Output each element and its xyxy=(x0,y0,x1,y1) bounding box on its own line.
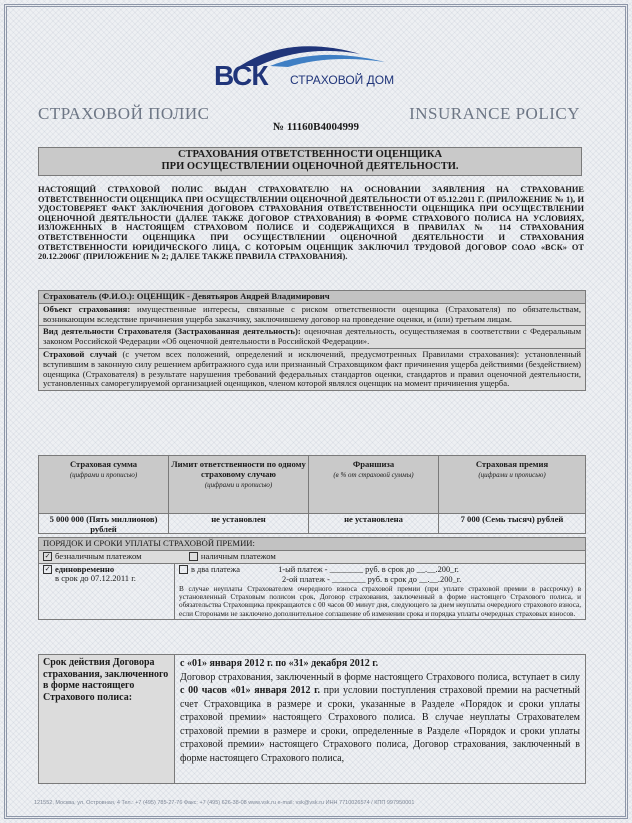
installment-cell xyxy=(175,564,585,620)
term-text-1: Договор страхования, заключенный в форме настоящего Страхового полиса, вступает в силу xyxy=(180,671,580,683)
term-content xyxy=(175,655,585,783)
value-premium: 7 000 (Семь тысяч) рублей xyxy=(439,513,585,533)
title-line-2: ПРИ ОСУЩЕСТВЛЕНИИ ОЦЕНОЧНОЙ ДЕЯТЕЛЬНОСТИ. xyxy=(161,161,459,172)
term-period: с «01» января 2012 г. по «31» декабря 2012 г. xyxy=(180,658,379,669)
term-row xyxy=(39,655,585,783)
event-label: Страховой случай xyxy=(43,348,117,359)
header-premium: Страховая премия (цифрами и прописью) xyxy=(439,456,585,513)
header-sum: Страховая сумма (цифрами и прописью) xyxy=(39,456,169,513)
checked-checkbox-icon: ✓ xyxy=(44,565,51,574)
insured-row xyxy=(39,291,585,303)
policy-title xyxy=(38,147,582,176)
cash-label: наличным платежом xyxy=(200,550,276,561)
first-payment: 1-ый платеж - ________ руб. в срок до __.__.200_г. xyxy=(278,564,459,574)
object-label: Объект страхования: xyxy=(43,303,131,314)
premium-value-row xyxy=(39,513,585,533)
once-label: единовременно xyxy=(55,563,115,574)
payment-header: ПОРЯДОК И СРОКИ УПЛАТЫ СТРАХОВОЙ ПРЕМИИ: xyxy=(39,538,585,550)
two-payments-row xyxy=(179,565,581,575)
heading-ru: СТРАХОВОЙ ПОЛИС xyxy=(38,104,210,123)
single-payment-cell xyxy=(39,564,175,620)
intro-paragraph: НАСТОЯЩИЙ СТРАХОВОЙ ПОЛИС ВЫДАН СТРАХОВАТЕЛЮ НА ОСНОВАНИИ ЗАЯВЛЕНИЯ НА СТРАХОВАНИЕ ОТВЕТСТВЕННОСТИ ОЦЕНЩИКА ПРИ ОСУЩЕСТВЛЕНИИ ОЦЕНОЧНОЙ ДЕЯТЕЛЬНОСТИ ОТ 05.12.2011 Г. (ПРИЛОЖЕНИЕ № 1), И УДОСТОВЕРЯЕТ ФАКТ ЗАКЛЮЧЕНИЯ ДОГОВОРА СТРАХОВАНИЯ ОТВЕТСТВЕННОСТИ ОЦЕНЩИКА ПРИ ОСУЩЕСТВЛЕНИИ ОЦЕНОЧНОЙ ДЕЯТЕЛЬНОСТИ (ДАЛЕЕ ТАКЖЕ ДОГОВОР СТРАХОВАНИЯ) В ФОРМЕ СТРАХОВОГО ПОЛИСА НА УСЛОВИЯХ, ИЗЛОЖЕННЫХ В НАСТОЯЩЕМ СТРАХОВОМ ПОЛИСЕ И СОДЕРЖАЩИХСЯ В ПРАВИЛАХ № 114 СТРАХОВАНИЯ ОТВЕТСТВЕННОСТИ ОЦЕНЩИКА ПРИ ОСУЩЕСТВЛЕНИИ ОЦЕНОЧНОЙ ДЕЯТЕЛЬНОСТИ И СТРАХОВАНИЯ ОТВЕТСТВЕННОСТИ ЮРИДИЧЕСКОГО ЛИЦА, С КОТОРЫМ ОЦЕНЩИК ЗАКЛЮЧИЛ ТРУДОВОЙ ДОГОВОР СОАО «ВСК» ОТ 20.12.2006Г (ПРИЛОЖЕНИЕ № 2; ДАЛЕЕ ТАКЖЕ ПРАВИЛА СТРАХОВАНИЯ). xyxy=(38,185,584,262)
logo-suffix: СТРАХОВОЙ ДОМ xyxy=(290,73,395,87)
checked-checkbox-icon: ✓ xyxy=(44,552,51,561)
title-line-1: СТРАХОВАНИЯ ОТВЕТСТВЕННОСТИ ОЦЕНЩИКА xyxy=(177,149,443,160)
company-logo xyxy=(210,40,420,96)
footer-contacts: 121552, Москва, ул. Островная, 4 Тел.: +7 (495) 785-27-76 Факс: +7 (495) 626-38-08 www.vsk.ru e-mail: vsk@vsk.ru ИНН 7710026574 / КПП 997950001 xyxy=(34,800,415,806)
payment-block xyxy=(38,537,586,620)
logo-brand: ВСК xyxy=(214,60,268,91)
payment-method-row xyxy=(39,550,585,563)
term-text-2: при условии поступления страховой премии на расчетный счет Страховщика в размере и сроки, указанные в Разделе «Порядок и сроки уплаты страховой премии» настоящего Страхового полиса. В случае неуплаты Страхователем страховой премии в размере и сроки, определенные в Разделе «Порядок и сроки уплаты страховой премии» настоящего Страхового полиса, Договор страхования, заключенный в форме настоящего Страхового полиса, xyxy=(180,685,581,764)
two-label: в два платежа xyxy=(191,564,241,574)
value-limit: не установлен xyxy=(169,513,309,533)
heading-en: INSURANCE POLICY xyxy=(409,104,580,123)
premium-table xyxy=(38,455,586,534)
premium-header-row xyxy=(39,456,585,513)
term-start: с 00 часов «01» января 2012 г. xyxy=(180,685,321,696)
once-date: в срок до 07.12.2011 г. xyxy=(55,573,136,584)
header-limit: Лимит ответственности по одному страховому случаю (цифрами и прописью) xyxy=(169,456,309,513)
value-deductible: не установлена xyxy=(309,513,439,533)
event-text: (с учетом всех положений, определений и исключений, предусмотренных Правилами страхования): установленный вступившим в законную силу решением арбитражного суда или признанный Страховщиком факт причинения ущерба действиями (бездействием) оценщика (Страхователя) в результате нарушения требований федеральных стандартов оценки, стандартов и правил оценочной деятельности, установленных саморегулируемой организацией оценщиков, членом которой являлся оценщик на момент причинения ущерба. xyxy=(43,348,582,389)
policy-number: № 11160В4004999 xyxy=(273,121,359,133)
value-sum: 5 000 000 (Пять миллионов) рублей xyxy=(39,513,169,533)
insured-block xyxy=(38,290,586,391)
insured-label: Страхователь (Ф.И.О.): xyxy=(43,291,135,301)
term-block xyxy=(38,654,586,784)
second-payment: 2-ой платеж - ________ руб. в срок до __.__.200_г. xyxy=(282,574,462,584)
header-deductible: Франшиза (в % от страховой суммы) xyxy=(309,456,439,513)
unchecked-checkbox-icon xyxy=(189,552,198,561)
activity-text: оценочная деятельность, осуществляемая в соответствии с Федеральным законом Российской Федерации «Об оценочной деятельности в Российской Федерации». xyxy=(43,326,582,347)
payment-schedule-row xyxy=(39,563,585,620)
activity-label: Вид деятельности Страхователя (Застрахованная деятельность): xyxy=(43,326,301,337)
object-text: имущественные интересы, связанные с риском ответственности оценщика (Страхователя) по обязательствам, возникающим вследствие причинения ущерба заказчику, заключившему договор на проведение оценки, и (или) третьим лицам. xyxy=(43,303,581,324)
payment-note: В случае неуплаты Страхователем очередного взноса страховой премии (при уплате страховой премии в рассрочку) в установленный Страховым полисом срок, Договор страхования, заключенный в форме настоящего Страхового полиса, и обязательства Страховщика прекращаются с 00 часов 00 минут дня, следующего за днем неуплаты очередного страхового взноса, если Сторонами не заключено дополнительное соглашение об изменении срока и порядка уплаты очередных страховых взносов. xyxy=(179,584,581,618)
unchecked-checkbox-icon xyxy=(179,565,188,574)
event-row xyxy=(39,348,585,390)
activity-row xyxy=(39,325,585,348)
object-row xyxy=(39,303,585,326)
cashless-label: безналичным платежом xyxy=(55,550,142,561)
insured-value: ОЦЕНЩИК - Девятьяров Андрей Владимирович xyxy=(136,291,330,301)
term-label: Срок действия Договора страхования, заключенного в форме настоящего Страхового полиса: xyxy=(39,655,175,783)
